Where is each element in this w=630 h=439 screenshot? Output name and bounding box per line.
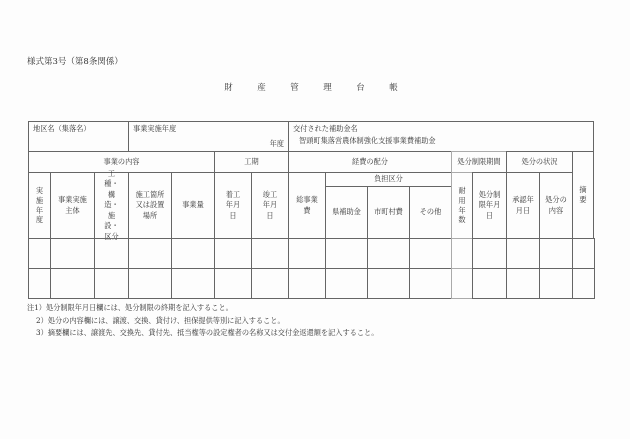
col-location: 施工箇所又は設置場所	[128, 172, 172, 239]
subsidy-name-field[interactable]	[288, 121, 594, 152]
table-cell[interactable]	[251, 268, 289, 299]
group-disposal-status: 処分の状況	[506, 151, 573, 173]
burden-division-header: 負担区分	[325, 172, 452, 187]
col-end-date: 竣工年月日	[251, 172, 289, 239]
district-name-label: 地区名（集落名）	[33, 124, 91, 133]
note-1: 注1）処分制限年月日欄には、処分制限の終期を記入すること。	[27, 303, 233, 312]
col-entity: 事業実施主体	[50, 172, 95, 239]
subsidy-label: 交付された補助金名	[293, 124, 358, 133]
col-work-type: 工種・構造・施設・区分	[94, 172, 129, 239]
col-municipal-cost: 市町村費	[367, 186, 410, 239]
table-cell[interactable]	[539, 238, 573, 269]
table-cell[interactable]	[506, 238, 540, 269]
table-cell[interactable]	[451, 238, 473, 269]
district-name-field[interactable]	[28, 121, 129, 152]
col-other: その他	[409, 186, 452, 239]
table-cell[interactable]	[171, 238, 215, 269]
table-cell[interactable]	[325, 238, 368, 269]
table-cell[interactable]	[94, 238, 129, 269]
note-2: 2）処分の内容欄には、譲渡、交換、貸付け、担保提供等別に記入すること。	[36, 315, 285, 325]
fiscal-year-field[interactable]	[128, 121, 289, 152]
col-quantity: 事業量	[171, 172, 215, 239]
fiscal-year-suffix: 年度	[269, 139, 284, 149]
table-cell[interactable]	[28, 238, 51, 269]
table-cell[interactable]	[572, 238, 595, 269]
subsidy-name: 智頭町集落営農体制強化支援事業費補助金	[299, 136, 436, 146]
table-cell[interactable]	[50, 268, 95, 299]
col-start-date: 着工年月日	[214, 172, 252, 239]
table-cell[interactable]	[472, 268, 507, 299]
property-ledger-table	[28, 121, 594, 298]
table-cell[interactable]	[288, 268, 326, 299]
table-cell[interactable]	[214, 268, 252, 299]
col-prefecture-subsidy: 県補助金	[325, 186, 368, 239]
notes	[27, 302, 378, 340]
col-year: 実施年度	[28, 172, 51, 239]
table-cell[interactable]	[472, 238, 507, 269]
table-cell[interactable]	[325, 268, 368, 299]
table-cell[interactable]	[409, 238, 452, 269]
form-label: 様式第3号（第8条関係）	[27, 57, 123, 67]
col-remarks: 摘要	[572, 151, 594, 239]
col-approval-date: 承認年月日	[506, 172, 540, 239]
table-cell[interactable]	[572, 268, 595, 299]
table-cell[interactable]	[128, 238, 172, 269]
note-3: 3）摘要欄には、譲渡先、交換先、貸付先、抵当権等の設定権者の名称又は交付金返還額を記入すること。	[36, 328, 379, 337]
table-cell[interactable]	[367, 268, 410, 299]
col-limit-date: 処分制限年月日	[472, 172, 507, 239]
table-cell[interactable]	[214, 238, 252, 269]
fiscal-year-label: 事業実施年度	[133, 124, 177, 133]
col-disposal-content: 処分の内容	[539, 172, 573, 239]
table-cell[interactable]	[128, 268, 172, 299]
table-cell[interactable]	[506, 268, 540, 299]
table-cell[interactable]	[539, 268, 573, 299]
document-title: 財 産 管 理 台 帳	[224, 83, 406, 93]
table-cell[interactable]	[171, 268, 215, 299]
group-cost-allocation: 経費の配分	[288, 151, 452, 173]
table-cell[interactable]	[288, 238, 326, 269]
table-cell[interactable]	[94, 268, 129, 299]
col-total-cost: 総事業費	[288, 172, 326, 239]
group-project-content: 事業の内容	[28, 151, 215, 173]
table-cell[interactable]	[409, 268, 452, 299]
group-disposal-limit-period: 処分制限期間	[451, 151, 507, 173]
table-cell[interactable]	[367, 238, 410, 269]
table-cell[interactable]	[50, 238, 95, 269]
table-cell[interactable]	[251, 238, 289, 269]
table-cell[interactable]	[451, 268, 473, 299]
group-construction-period: 工期	[214, 151, 289, 173]
col-useful-life: 耐用年数	[451, 172, 473, 239]
table-cell[interactable]	[28, 268, 51, 299]
